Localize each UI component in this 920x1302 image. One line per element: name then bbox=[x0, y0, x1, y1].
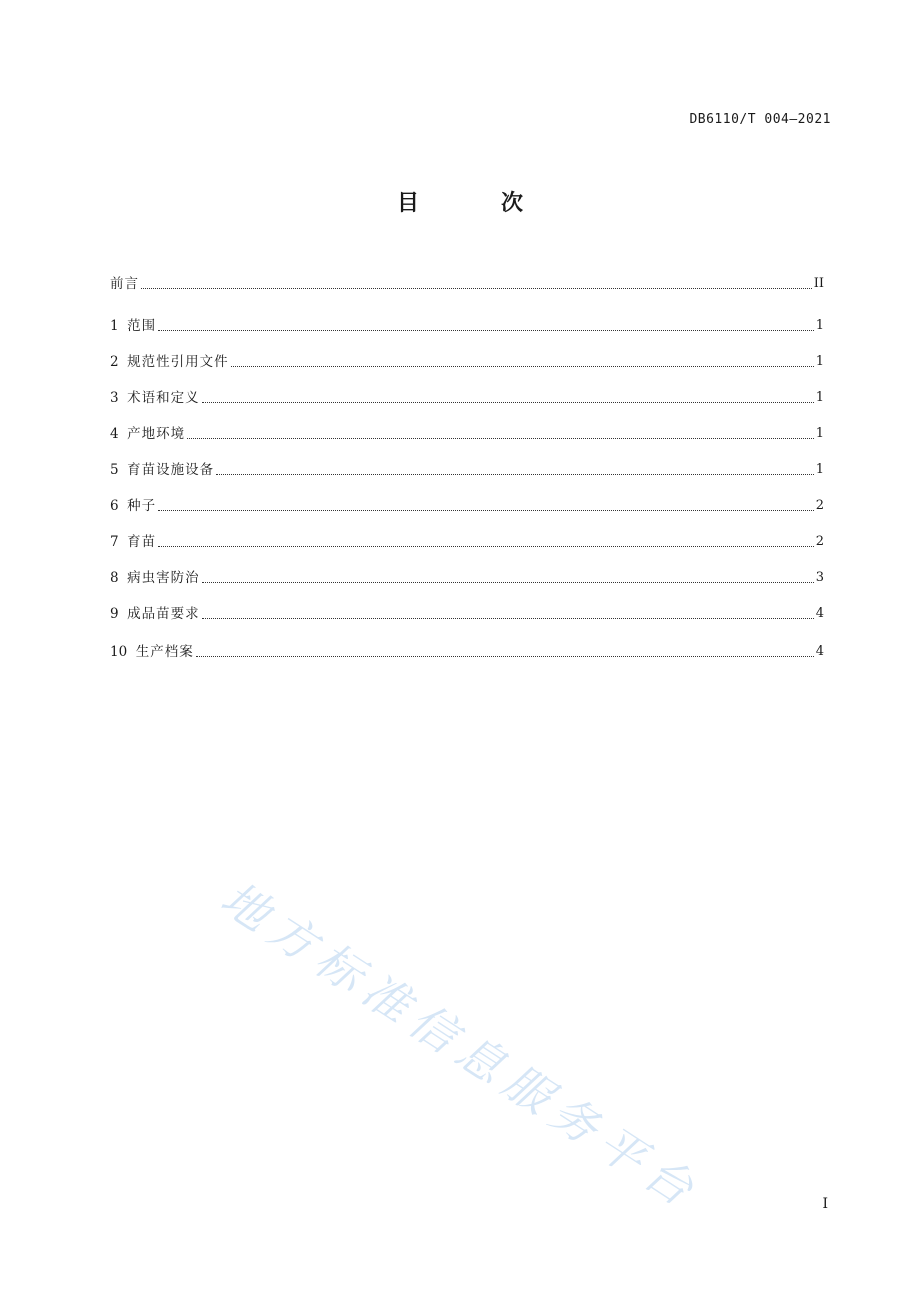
toc-leader-dots bbox=[202, 581, 814, 583]
toc-entry-production-records[interactable] bbox=[110, 642, 824, 662]
document-code: DB6110/T 004—2021 bbox=[689, 112, 831, 127]
toc-entry-number: 1 bbox=[110, 318, 128, 334]
toc-entry-page: II bbox=[813, 276, 824, 291]
toc-leader-dots bbox=[187, 437, 814, 439]
toc-entry-number: 10 bbox=[110, 644, 136, 660]
toc-entry-page: 2 bbox=[815, 534, 824, 549]
toc-entry-page: 3 bbox=[815, 570, 824, 585]
toc-title: 目 次 bbox=[396, 191, 553, 216]
toc-entry-page: 1 bbox=[815, 354, 824, 369]
toc-entry-label: 病虫害防治 bbox=[127, 570, 200, 586]
toc-entry-production-environment[interactable] bbox=[110, 424, 824, 444]
toc-entry-label: 生产档案 bbox=[135, 644, 194, 660]
toc-entry-seedling-raising[interactable] bbox=[110, 532, 824, 552]
toc-entry-page: 2 bbox=[815, 498, 824, 513]
toc-entry-seeds[interactable] bbox=[110, 496, 824, 516]
toc-leader-dots bbox=[158, 545, 814, 547]
toc-entry-foreword[interactable] bbox=[110, 274, 824, 294]
toc-leader-dots bbox=[202, 617, 814, 619]
toc-leader-dots bbox=[158, 509, 814, 511]
toc-entry-label: 产地环境 bbox=[127, 426, 186, 442]
toc-entry-page: 4 bbox=[815, 644, 824, 659]
toc-entry-page: 1 bbox=[815, 390, 824, 405]
toc-entry-number: 6 bbox=[110, 498, 128, 514]
toc-entry-label: 成品苗要求 bbox=[127, 606, 200, 622]
page-number: I bbox=[822, 1196, 828, 1212]
toc-leader-dots bbox=[158, 329, 814, 331]
toc-entry-number: 8 bbox=[110, 570, 128, 586]
toc-entry-label: 前言 bbox=[110, 276, 139, 292]
toc-entry-number: 4 bbox=[110, 426, 128, 442]
toc-entry-number: 2 bbox=[110, 354, 128, 370]
toc-entry-number: 3 bbox=[110, 390, 128, 406]
toc-entry-number: 7 bbox=[110, 534, 128, 550]
toc-leader-dots bbox=[196, 655, 814, 657]
toc-entry-pest-control[interactable] bbox=[110, 568, 824, 588]
toc-entry-label: 种子 bbox=[127, 498, 157, 514]
toc-leader-dots bbox=[141, 287, 812, 289]
toc-entry-page: 1 bbox=[815, 462, 824, 477]
toc-entry-number: 9 bbox=[110, 606, 128, 622]
toc-entry-terms-definitions[interactable] bbox=[110, 388, 824, 408]
toc-entry-label: 育苗设施设备 bbox=[127, 462, 215, 478]
toc-entry-number: 5 bbox=[110, 462, 128, 478]
toc-leader-dots bbox=[216, 473, 814, 475]
toc-entry-scope[interactable] bbox=[110, 316, 824, 336]
toc-entry-finished-seedling[interactable] bbox=[110, 604, 824, 624]
toc-entry-label: 范围 bbox=[127, 318, 157, 334]
toc-leader-dots bbox=[202, 401, 814, 403]
toc-entry-label: 术语和定义 bbox=[127, 390, 200, 406]
watermark-text: 地方标准信息服务平台 bbox=[211, 870, 711, 1222]
toc-entry-label: 规范性引用文件 bbox=[127, 354, 229, 370]
toc-entry-page: 1 bbox=[815, 318, 824, 333]
toc-entry-page: 4 bbox=[815, 606, 824, 621]
toc-entry-normative-references[interactable] bbox=[110, 352, 824, 372]
toc-entry-label: 育苗 bbox=[127, 534, 157, 550]
toc-entry-nursery-facilities[interactable] bbox=[110, 460, 824, 480]
toc-leader-dots bbox=[231, 365, 814, 367]
toc-entry-page: 1 bbox=[815, 426, 824, 441]
